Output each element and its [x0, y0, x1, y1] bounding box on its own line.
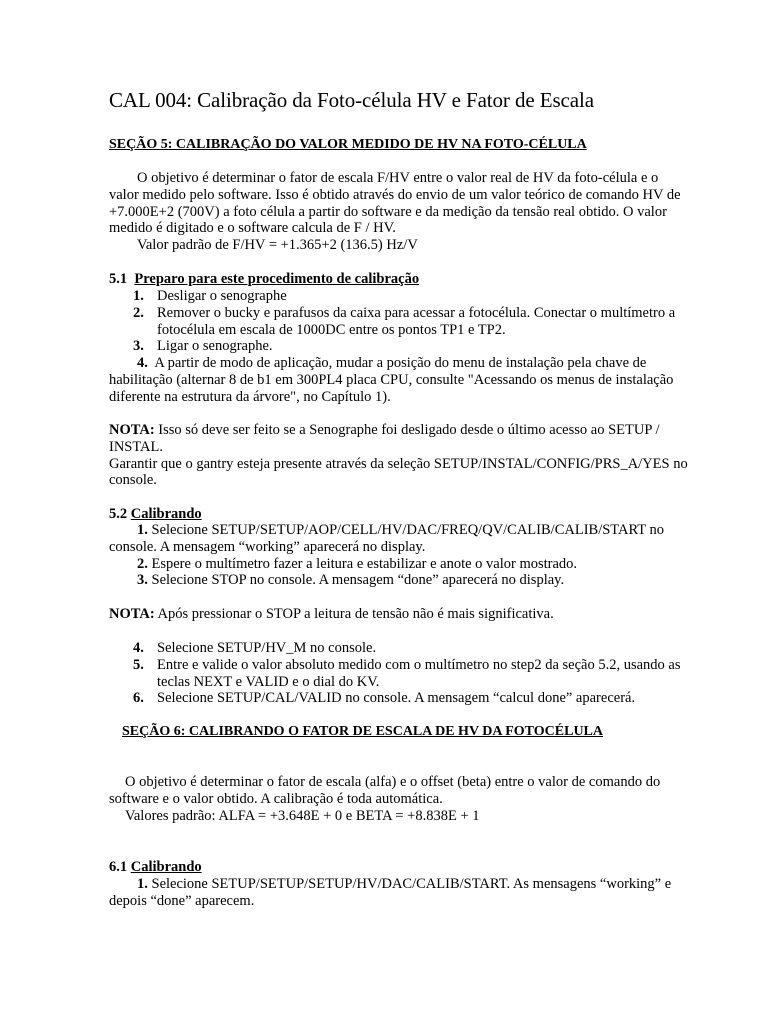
- section5-paragraph: O objetivo é determinar o fator de escala F/HV entre o valor real de HV da foto-célula e o valor medido pelo software. Isso é obtido através do envio de um valor teórico de comando HV de +7.000E+2 (700V) a foto célula a partir do software e da medição da tensão real obtido. O valor medido é digitado e o software calcula de F / HV.: [109, 170, 681, 237]
- section61-steps: [109, 876, 689, 910]
- section6-intro: [109, 774, 689, 824]
- section51-title: Preparo para este procedimento de calibração: [134, 271, 420, 287]
- section6-heading: SEÇÃO 6: CALIBRANDO O FATOR DE ESCALA DE HV DA FOTOCÉLULA: [122, 724, 604, 739]
- section51-list: [109, 288, 689, 406]
- section51-number: 5.1: [109, 271, 128, 287]
- section61-heading: 6.1 Calibrando: [109, 859, 202, 875]
- section6-paragraph: O objetivo é determinar o fator de escala (alfa) e o offset (beta) entre o valor de comando do software e o valor obtido. A calibração é toda automática.: [109, 774, 661, 807]
- section5-intro: [109, 170, 689, 254]
- section51-item4: 4. A partir de modo de aplicação, mudar a posição do menu de instalação pela chave de habilitação (alternar 8 de b1 em 300PL4 placa CPU, consulte "Acessando os menus de instalação diferente na estrutura da árvore", no Capítulo 1).: [109, 355, 674, 405]
- section52-heading: 5.2 Calibrando: [109, 506, 202, 522]
- section52-list: [109, 640, 689, 707]
- list-item: 3. Ligar o senographe.: [133, 338, 273, 355]
- list-item: 1. Desligar o senographe: [133, 288, 287, 304]
- list-item: 4. Selecione SETUP/HV_M no console.: [133, 640, 377, 656]
- note-1: NOTA: Isso só deve ser feito se a Senographe foi desligado desde o último acesso ao SETUP / INSTAL. Garantir que o gantry esteja presente através da seleção SETUP/INSTAL/CONFIG/PRS_A/YES no console.: [109, 422, 688, 489]
- step-3: 3. Selecione STOP no console. A mensagem “done” aparecerá no display.: [137, 572, 565, 589]
- section5-heading: SEÇÃO 5: CALIBRAÇÃO DO VALOR MEDIDO DE HV NA FOTO-CÉLULA: [109, 137, 587, 152]
- section51-heading: [109, 271, 689, 288]
- step-1: 1. Selecione SETUP/SETUP/AOP/CELL/HV/DAC/FREQ/QV/CALIB/CALIB/START no console. A mensagem “working” aparecerá no display.: [109, 522, 664, 555]
- page-title: CAL 004: Calibração da Foto-célula HV e Fator de Escala: [109, 88, 594, 112]
- section61-title: Calibrando: [130, 859, 202, 875]
- section5-default-value: Valor padrão de F/HV = +1.365+2 (136.5) Hz/V: [137, 237, 418, 254]
- section6-default-values: Valores padrão: ALFA = +3.648E + 0 e BETA = +8.838E + 1: [125, 807, 480, 824]
- step-1: 1. Selecione SETUP/SETUP/SETUP/HV/DAC/CALIB/START. As mensagens “working” e depois “done” aparecem.: [109, 876, 672, 909]
- list-item: 6. Selecione SETUP/CAL/VALID no console. A mensagem “calcul done” aparecerá.: [133, 690, 636, 707]
- list-item: 5. Entre e valide o valor absoluto medido com o multímetro no step2 da seção 5.2, usando as teclas NEXT e VALID e o dial do KV.: [133, 656, 681, 690]
- section52-steps: [109, 522, 689, 589]
- list-item: 2. Remover o bucky e parafusos da caixa para acessar a fotocélula. Conectar o multímetro a fotocélula em escala de 1000DC entre os pontos TP1 e TP2.: [133, 304, 676, 338]
- note-label: NOTA:: [109, 422, 155, 438]
- section52-title: Calibrando: [130, 506, 202, 522]
- step-2: 2. Espere o multímetro fazer a leitura e estabilizar e anote o valor mostrado.: [137, 555, 578, 572]
- note-2: NOTA: Após pressionar o STOP a leitura de tensão não é mais significativa.: [109, 606, 554, 622]
